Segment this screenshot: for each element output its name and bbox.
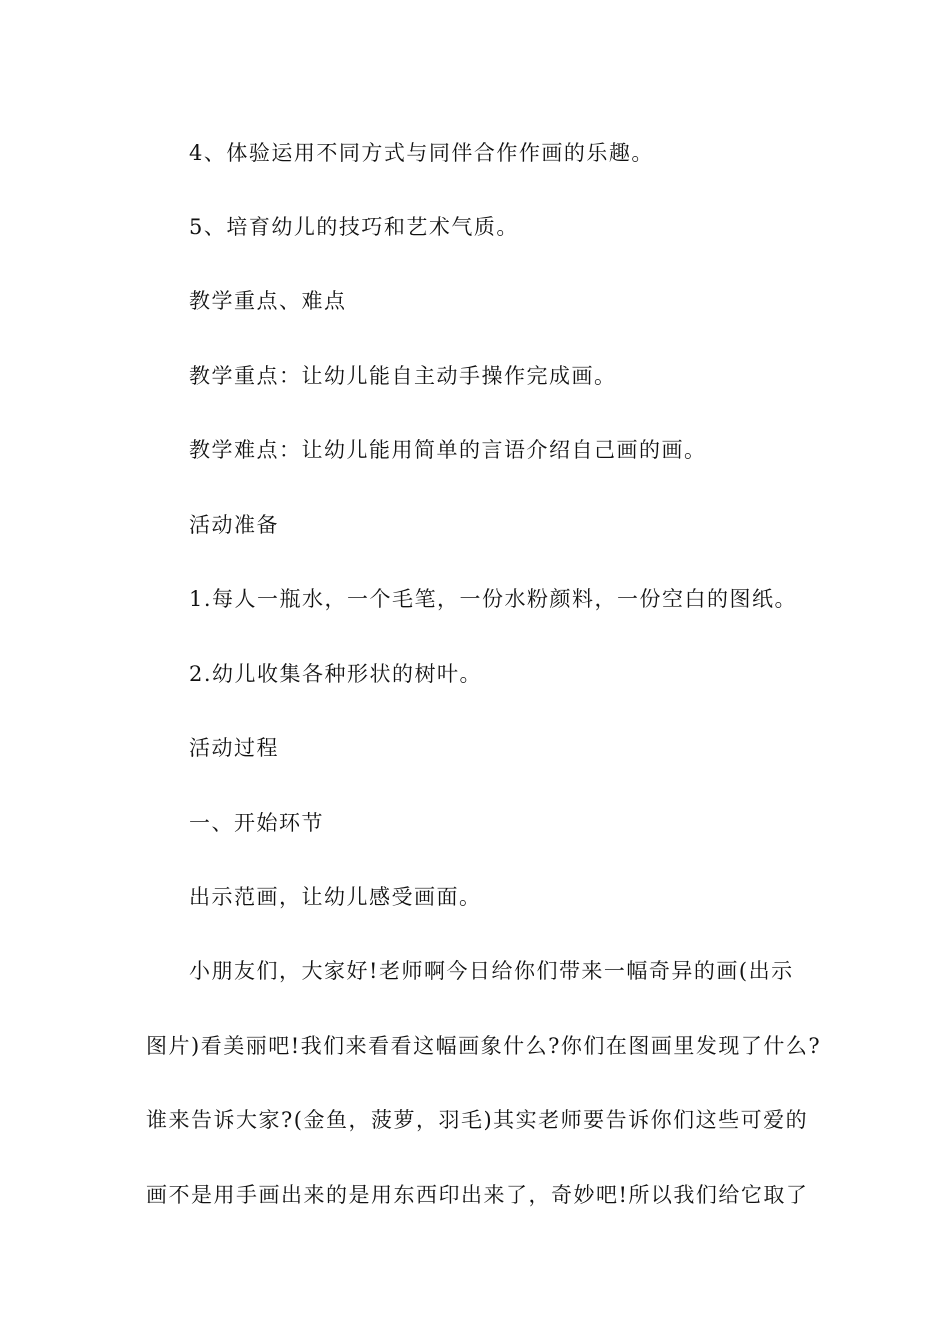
section-heading-process: 活动过程 [189, 736, 279, 760]
difficult-point: 教学难点：让幼儿能用简单的言语介绍自己画的画。 [189, 438, 707, 462]
objective-4: 4、体验运用不同方式与同伴合作作画的乐趣。 [189, 141, 654, 165]
paragraph-line-3: 谁来告诉大家?(金鱼，菠萝，羽毛)其实老师要告诉你们这些可爱的 [146, 1108, 809, 1132]
paragraph-line-4: 画不是用手画出来的是用东西印出来了，奇妙吧!所以我们给它取了 [146, 1183, 809, 1207]
section-heading-preparation: 活动准备 [189, 513, 279, 537]
opening-step: 出示范画，让幼儿感受画面。 [189, 885, 482, 909]
key-point: 教学重点：让幼儿能自主动手操作完成画。 [189, 364, 617, 388]
subsection-heading-opening: 一、开始环节 [189, 811, 324, 835]
objective-5: 5、培育幼儿的技巧和艺术气质。 [189, 215, 519, 239]
preparation-item-2: 2.幼儿收集各种形状的树叶。 [189, 662, 483, 686]
paragraph-line-2: 图片)看美丽吧!我们来看看这幅画象什么?你们在图画里发现了什么? [146, 1034, 822, 1058]
preparation-item-1: 1.每人一瓶水，一个毛笔，一份水粉颜料，一份空白的图纸。 [189, 587, 798, 611]
paragraph-line-1: 小朋友们，大家好!老师啊今日给你们带来一幅奇异的画(出示 [189, 959, 794, 983]
section-heading-key-points: 教学重点、难点 [189, 289, 347, 313]
